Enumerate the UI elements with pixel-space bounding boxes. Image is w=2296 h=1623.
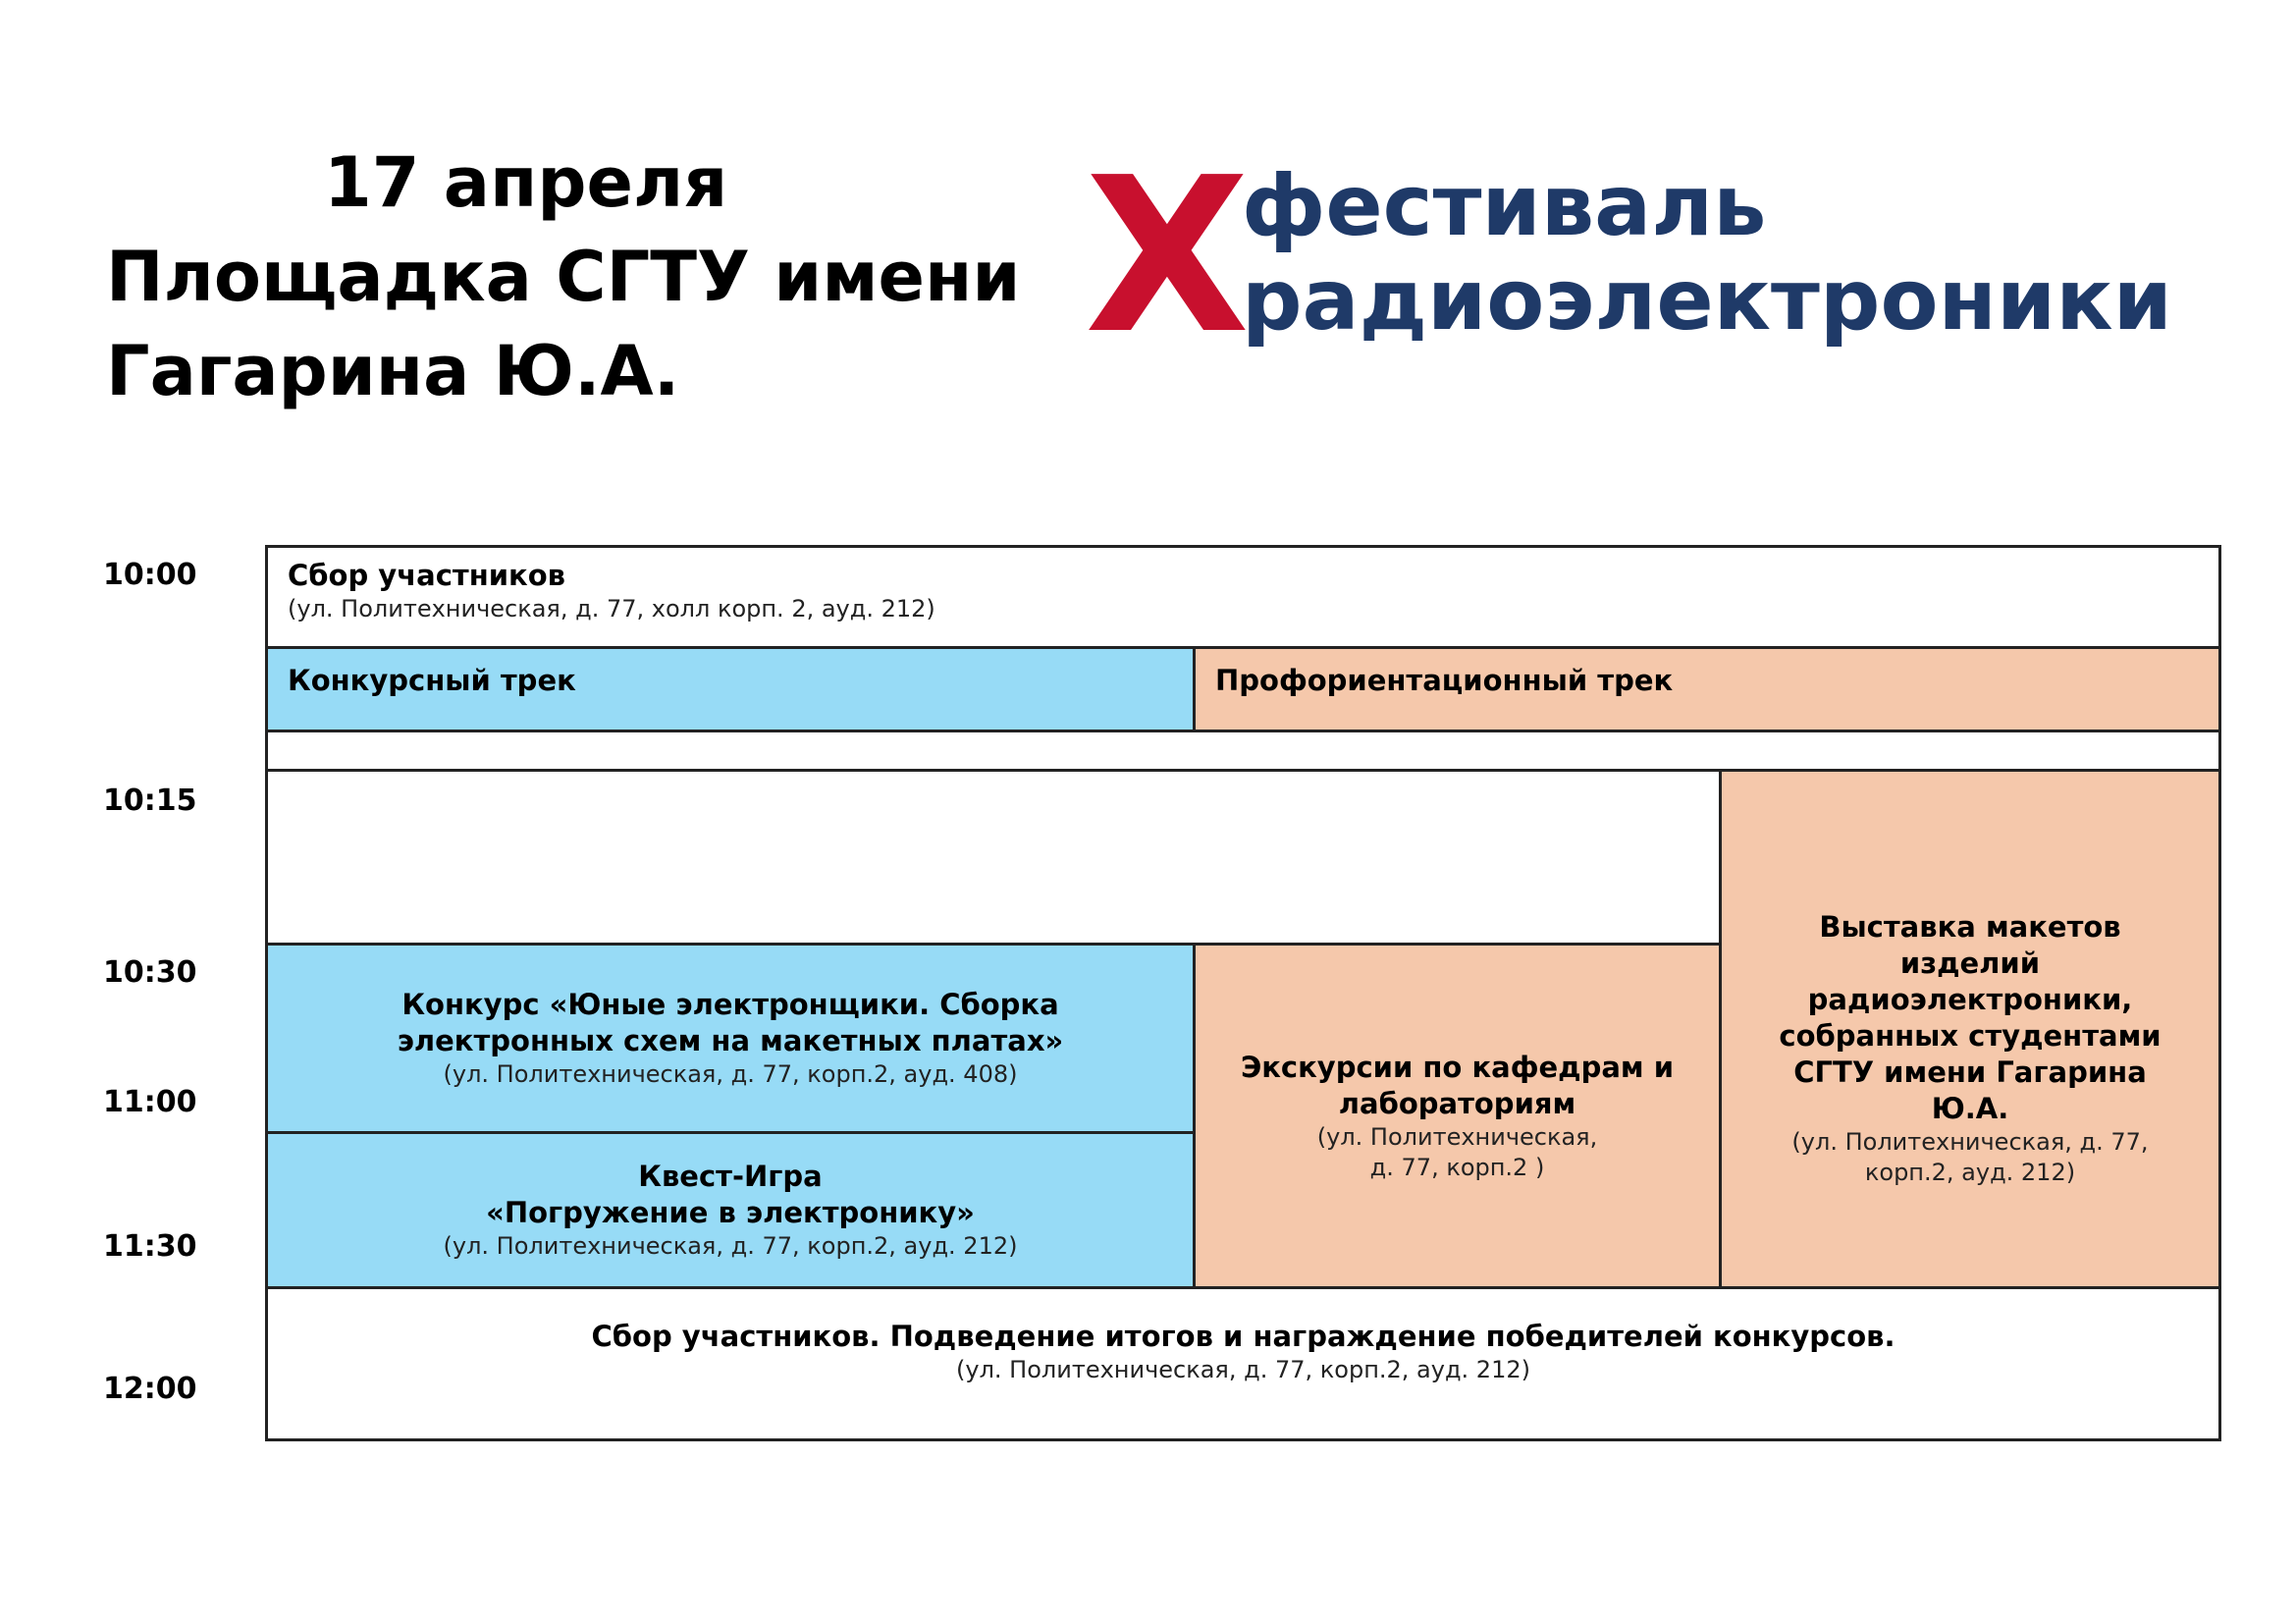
closing-address: (ул. Политехническая, д. 77, корп.2, ауд. 212) [956,1356,1530,1383]
event-date: 17 апреля [324,142,728,223]
track-header-competitive [265,646,1196,732]
empty-slot [265,769,1722,946]
exhibition-address: (ул. Политехническая, д. 77, корп.2, ауд. 212) [1791,1128,2149,1186]
track-label-competitive: Конкурсный трек [288,664,576,697]
excursions-address-line-2: д. 77, корп.2 ) [1369,1153,1545,1181]
time-label: 10:30 [103,955,197,990]
contest-cell [265,943,1196,1134]
spacer-row [265,730,2221,772]
quest-address: (ул. Политехническая, д. 77, корп.2, ауд. 212) [443,1232,1018,1260]
logo-word-radioelectronics: радиоэлектроники [1242,251,2172,350]
gathering-address: (ул. Политехническая, д. 77, холл корп. 2, ауд. 212) [288,595,935,622]
venue-line-2: Гагарина Ю.А. [106,331,680,411]
closing-cell [265,1286,2221,1441]
logo-word-festival: фестиваль [1242,157,1767,255]
track-header-career [1193,646,2221,732]
time-label: 12:00 [103,1372,197,1406]
time-label: 11:00 [103,1085,197,1119]
excursions-address-line-1: (ул. Политехническая, [1316,1122,1598,1151]
time-label: 10:00 [103,558,197,592]
time-label: 11:30 [103,1229,197,1264]
contest-title: Конкурс «Юные электронщики. Сборка электронных схем на макетных платах» [397,988,1064,1057]
gathering-cell [265,545,2221,649]
venue-line-1: Площадка СГТУ имени [106,237,1021,317]
page-title [106,135,1021,418]
excursions-cell [1193,943,1722,1289]
closing-title: Сбор участников. Подведение итогов и награждение победителей конкурсов. [591,1320,1896,1353]
time-label: 10:15 [103,784,197,818]
excursions-title: Экскурсии по кафедрам и лабораториям [1240,1050,1675,1120]
logo-numeral: X [1085,133,1251,381]
quest-title-line-1: Квест-Игра [638,1160,823,1193]
contest-address: (ул. Политехническая, д. 77, корп.2, ауд. 408) [443,1060,1018,1088]
festival-logo [1085,133,2233,381]
quest-cell [265,1131,1196,1289]
logo-wordmark [1242,159,2172,348]
exhibition-cell [1719,769,2221,1289]
track-label-career: Профориентационный трек [1215,664,1674,697]
exhibition-title: Выставка макетов изделий радиоэлектроники, собранных студентами СГТУ имени Гагарина Ю.А. [1779,910,2162,1125]
quest-title-line-2: «Погружение в электронику» [486,1196,975,1229]
gathering-title: Сбор участников [288,559,566,592]
